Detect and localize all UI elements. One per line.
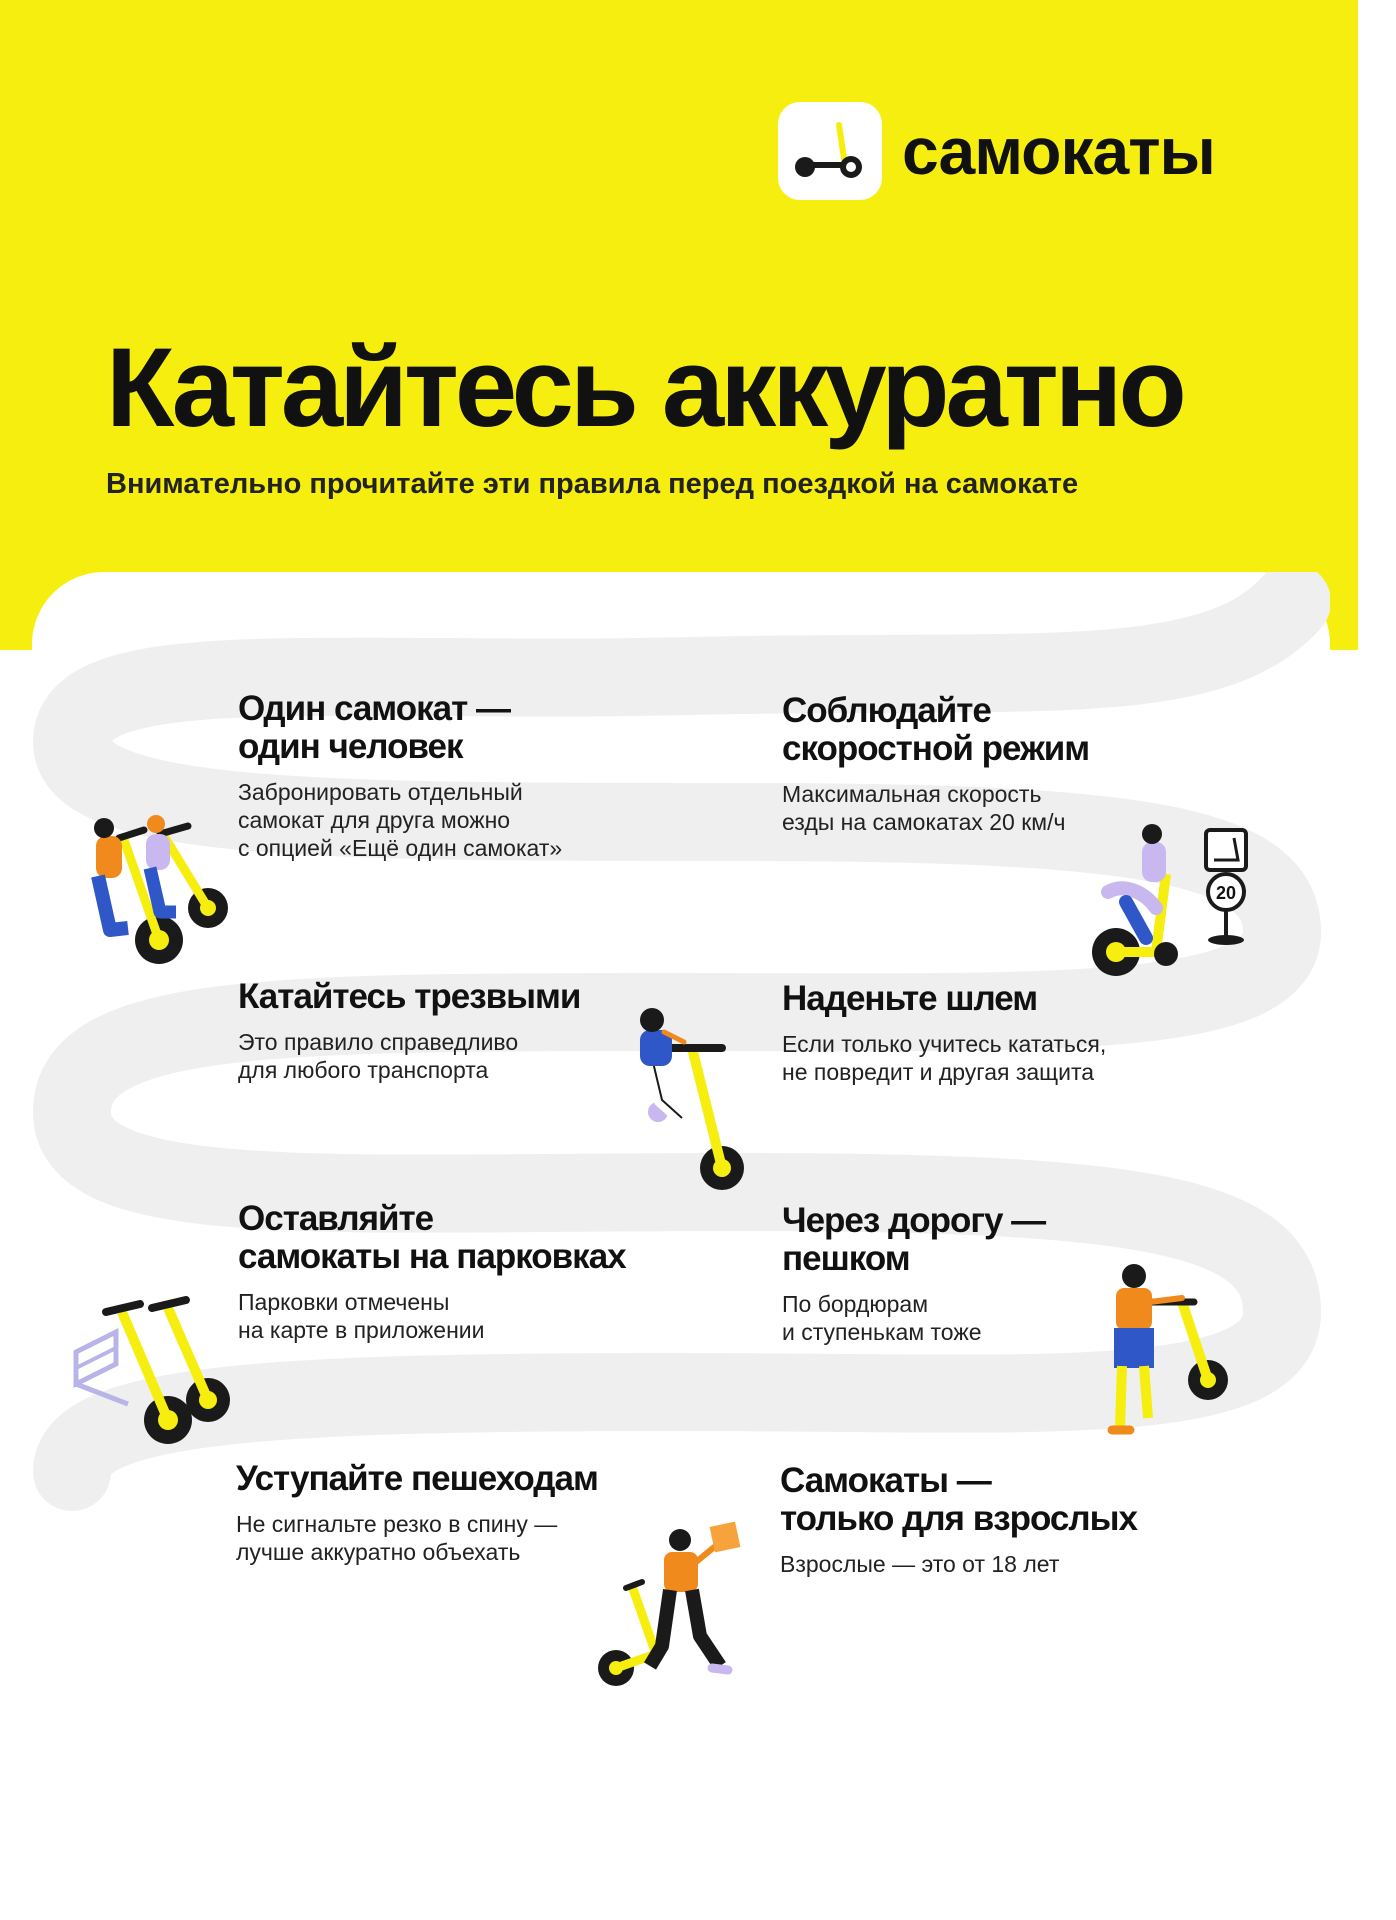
rule-title-line: скоростной режим <box>782 729 1090 768</box>
rule-title <box>782 692 1222 768</box>
rule-description-line: для любого транспорта <box>238 1057 489 1083</box>
rule-title: Наденьте шлем <box>782 979 1038 1018</box>
rule-description-line: езды на самокатах 20 км/ч <box>782 809 1066 835</box>
walking-with-scooter-illustration <box>596 1516 756 1696</box>
rule-description <box>782 1030 1222 1086</box>
page-title: Катайтесь аккуратно <box>106 325 1183 450</box>
rule-description-line: не повредит и другая защита <box>782 1059 1095 1085</box>
brand-name: самокаты <box>902 114 1215 188</box>
rule-description-line: с опцией «Ещё один самокат» <box>238 835 563 861</box>
rule-description <box>780 1550 1260 1578</box>
pedestrian-with-scooter-illustration <box>1090 1262 1230 1448</box>
helmet-rider-illustration <box>612 1008 762 1198</box>
rule-title-line: Соблюдайте <box>782 691 991 730</box>
rule-description-line: Парковки отмечены <box>238 1289 450 1315</box>
rule-title-line: пешком <box>782 1239 910 1278</box>
rule-description-line: лучше аккуратно объехать <box>236 1539 521 1565</box>
rule-title <box>238 690 678 766</box>
scooter-sign-icon <box>1206 830 1246 870</box>
rule-wear-helmet <box>782 980 1222 1086</box>
rule-adults-only <box>780 1462 1260 1578</box>
rule-description-line: По бордюрам <box>782 1291 929 1317</box>
rule-title-line: Оставляйте <box>238 1199 434 1238</box>
rule-description-line: Взрослые — это от 18 лет <box>780 1551 1060 1577</box>
page-subtitle: Внимательно прочитайте эти правила перед поездкой на самокате <box>106 468 1079 500</box>
rule-description-line: Не сигнальте резко в спину — <box>236 1511 558 1537</box>
rule-description-line: и ступенькам тоже <box>782 1319 982 1345</box>
rule-description-line: Если только учитесь кататься, <box>782 1031 1107 1057</box>
rule-title: Уступайте пешеходам <box>236 1459 598 1498</box>
rule-description <box>238 1288 718 1344</box>
rule-title-line: самокаты на парковках <box>238 1237 626 1276</box>
rule-title <box>238 1200 718 1276</box>
speed-limit-value: 20 <box>1215 883 1237 903</box>
speed-rider-illustration <box>1086 822 1256 982</box>
two-riders-illustration <box>64 800 234 970</box>
rule-description <box>238 778 678 862</box>
rule-title <box>780 1462 1260 1538</box>
parked-scooters-illustration <box>68 1292 238 1452</box>
rule-description-line: самокат для друга можно <box>238 807 511 833</box>
rule-description-line: Максимальная скорость <box>782 781 1042 807</box>
rule-description-line: Это правило справедливо <box>238 1029 519 1055</box>
rule-title-line: Один самокат — <box>238 689 510 728</box>
rule-description-line: на карте в приложении <box>238 1317 485 1343</box>
rule-park-properly <box>238 1200 718 1344</box>
rule-one-scooter-one-person <box>238 690 678 862</box>
phone-icon <box>710 1522 741 1553</box>
rule-description-line: Забронировать отдельный <box>238 779 523 805</box>
rule-title-line: один человек <box>238 727 463 766</box>
scooter-logo-icon <box>778 102 882 200</box>
rule-speed-limit <box>782 692 1222 836</box>
rule-title-line: только для взрослых <box>780 1499 1137 1538</box>
rule-title-line: Через дорогу — <box>782 1201 1046 1240</box>
rule-title-line: Самокаты — <box>780 1461 991 1500</box>
brand-logo <box>778 102 1215 200</box>
rule-title: Катайтесь трезвыми <box>238 977 581 1016</box>
